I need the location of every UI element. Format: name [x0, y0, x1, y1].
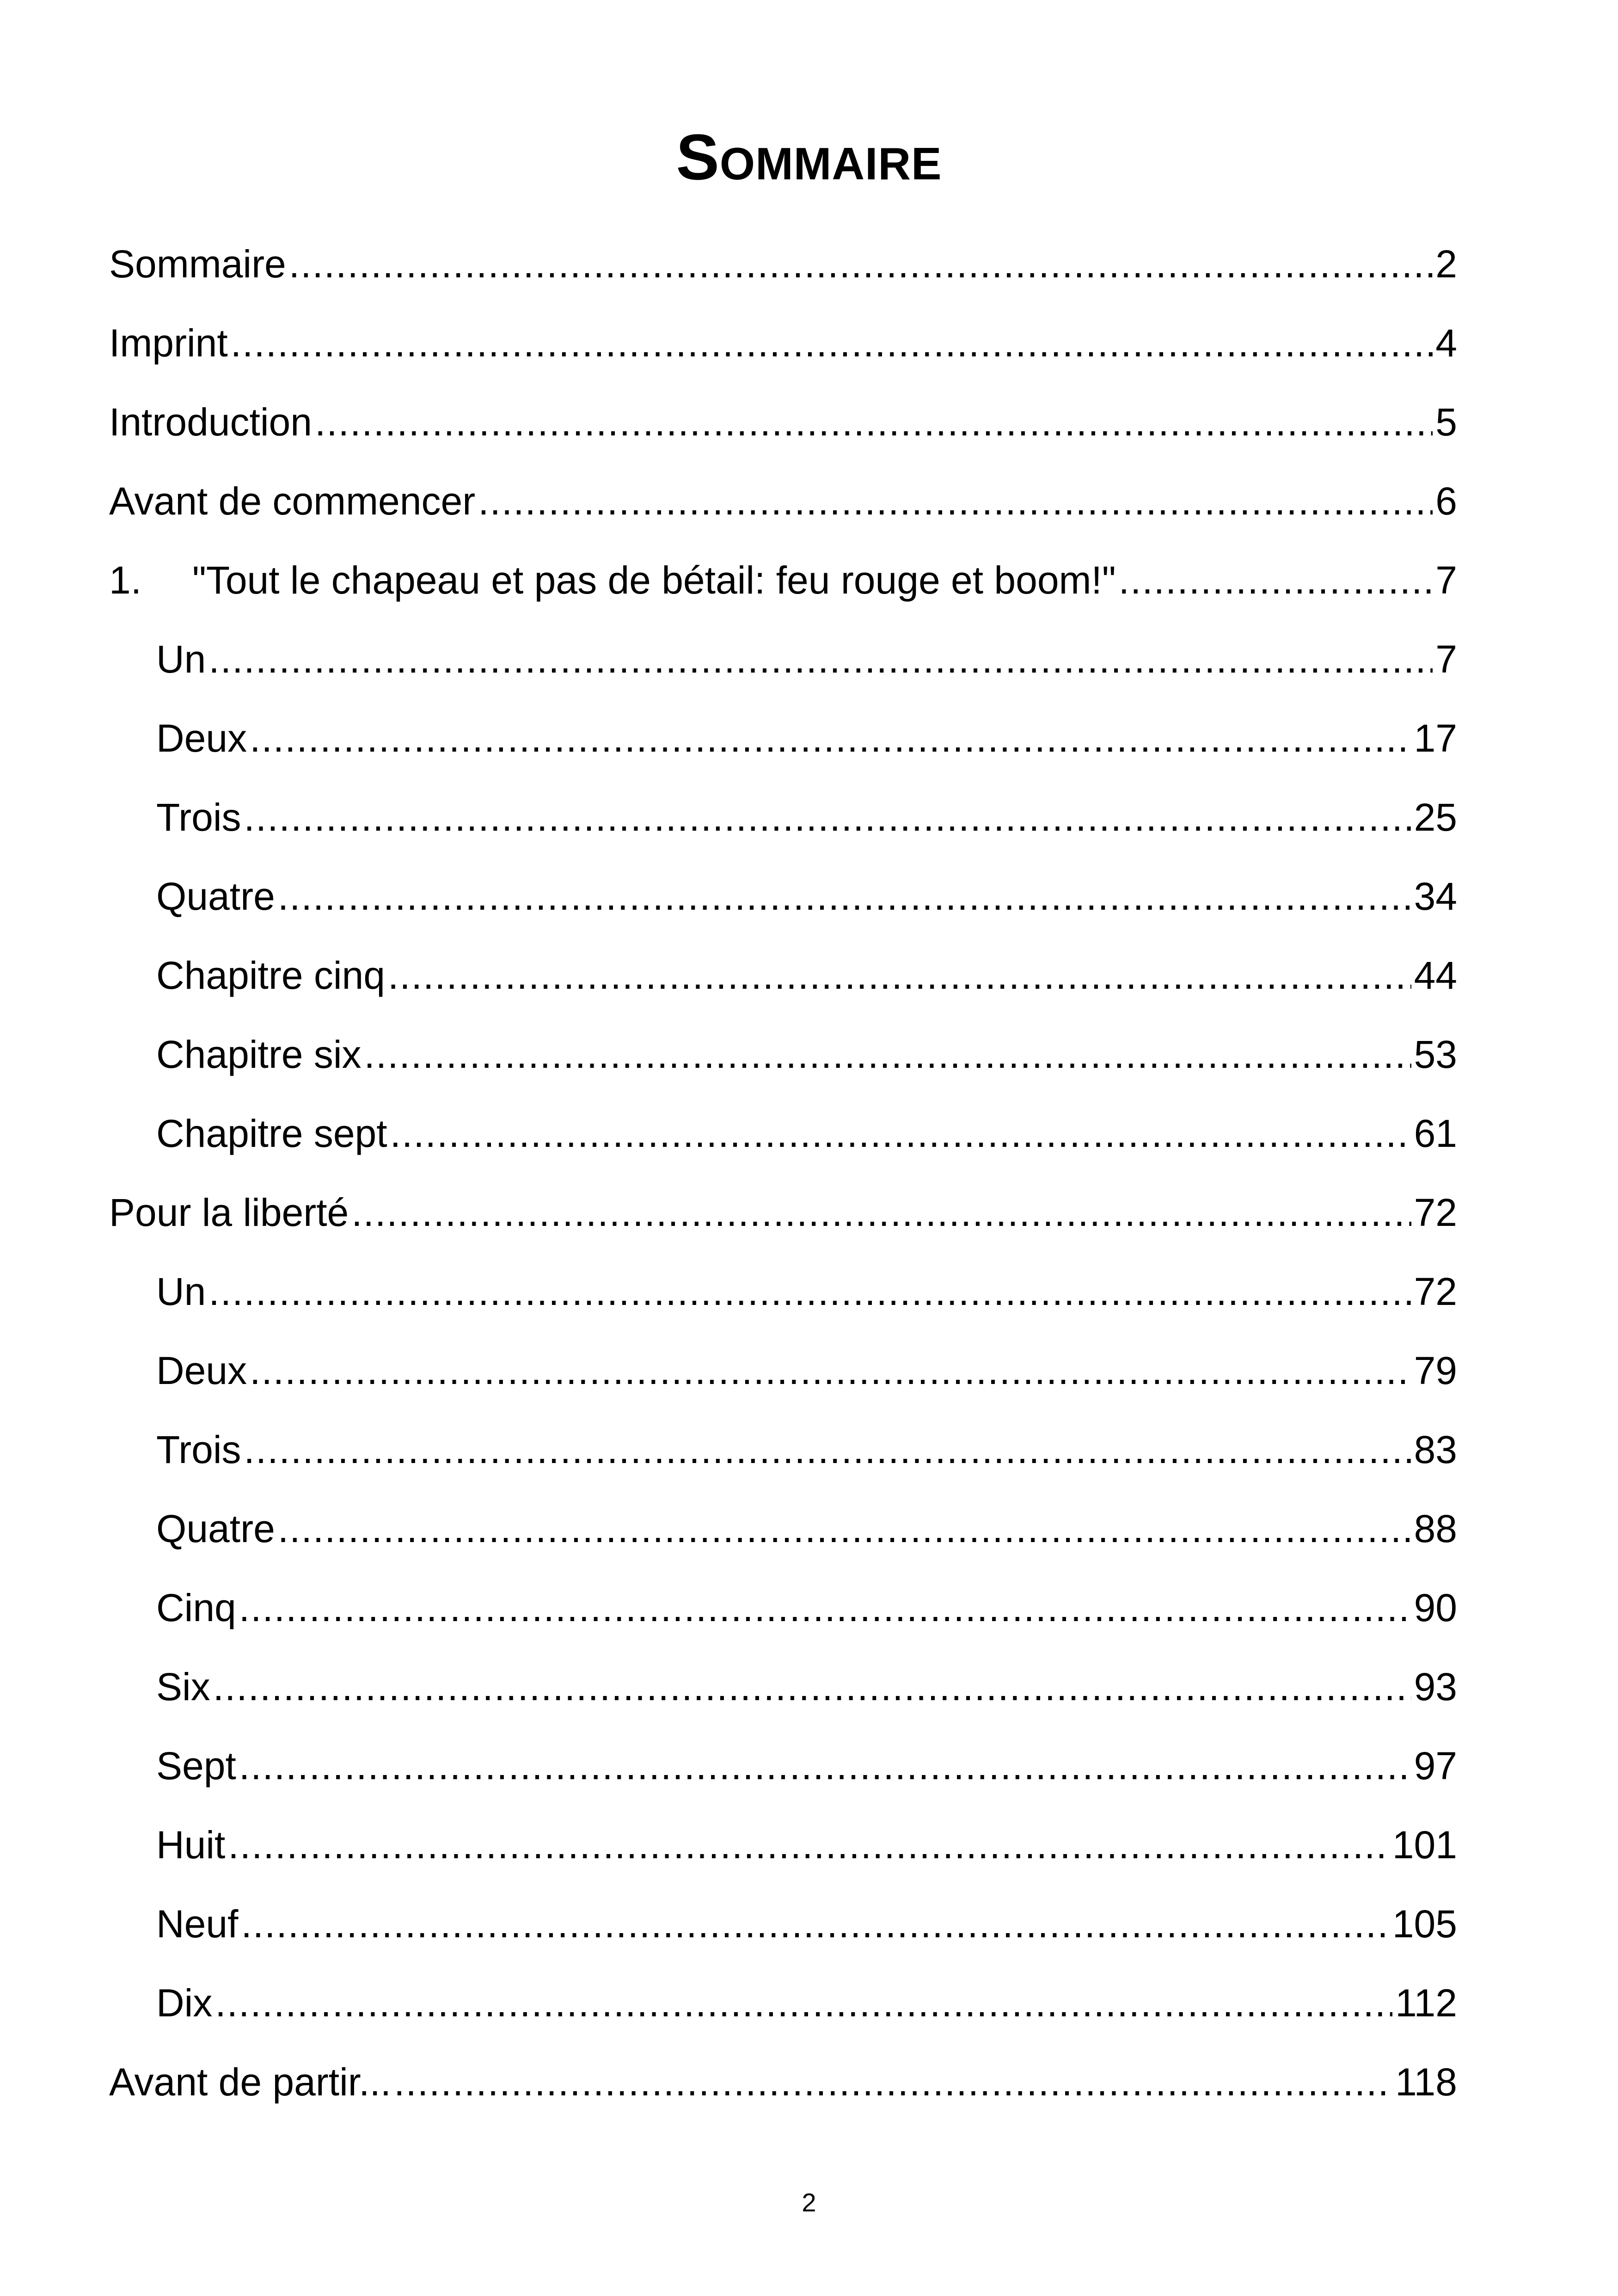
toc-entry-label: Trois: [156, 1428, 241, 1471]
toc-entry-page: 25: [1414, 796, 1457, 839]
toc-entry[interactable]: [109, 1868, 1457, 1947]
toc-dot-leader: [239, 1743, 1411, 1789]
page-number: 2: [802, 2188, 816, 2217]
toc-dot-leader: [250, 1347, 1411, 1394]
toc-entry-label: "Tout le chapeau et pas de bétail: feu rouge et boom!": [192, 558, 1116, 602]
toc-entry-label: Sommaire: [109, 242, 286, 286]
toc-entry-page: 93: [1414, 1665, 1457, 1708]
toc-entry-label: Cinq: [156, 1586, 236, 1629]
toc-entry-label: Pour la liberté: [109, 1191, 349, 1234]
toc-entry-label: Introduction: [109, 400, 312, 444]
toc-entry-page: 2: [1435, 242, 1457, 286]
table-of-contents: [109, 208, 1457, 2105]
toc-dot-leader: [478, 478, 1433, 524]
toc-entry-page: 6: [1435, 479, 1457, 523]
toc-entry-label: Chapitre six: [156, 1033, 362, 1076]
toc-dot-leader: [244, 1427, 1411, 1473]
toc-dot-leader: [213, 1664, 1411, 1710]
toc-entry-label: Quatre: [156, 1507, 275, 1550]
toc-entry[interactable]: [109, 1473, 1457, 1552]
toc-entry-number: 1.: [109, 558, 142, 602]
toc-entry-page: 101: [1392, 1823, 1457, 1867]
toc-entry[interactable]: [109, 1552, 1457, 1631]
toc-entry[interactable]: [109, 366, 1457, 445]
toc-entry-label: Un: [156, 637, 206, 681]
toc-dot-leader: [364, 1031, 1411, 1078]
toc-dot-leader: [250, 715, 1411, 761]
toc-dot-leader: [278, 873, 1411, 919]
toc-entry-page: 88: [1414, 1507, 1457, 1550]
toc-entry-page: 61: [1414, 1112, 1457, 1155]
toc-entry-page: 83: [1414, 1428, 1457, 1471]
toc-entry[interactable]: [109, 1947, 1457, 2026]
toc-entry-label: Sept: [156, 1744, 236, 1788]
toc-entry-page: 72: [1414, 1270, 1457, 1313]
toc-dot-leader: [278, 1506, 1411, 1552]
toc-entry-page: 79: [1414, 1349, 1457, 1392]
toc-entry[interactable]: [109, 287, 1457, 366]
toc-entry-page: 97: [1414, 1744, 1457, 1788]
toc-entry[interactable]: [109, 524, 1457, 603]
toc-entry[interactable]: [109, 1157, 1457, 1236]
toc-entry-label: Imprint: [109, 321, 228, 365]
page-title: Sommaire: [676, 121, 942, 193]
toc-entry[interactable]: [109, 919, 1457, 998]
toc-dot-leader: [388, 952, 1411, 998]
toc-entry-label: Avant de commencer: [109, 479, 476, 523]
toc-dot-leader: [244, 794, 1411, 840]
toc-entry-page: 4: [1435, 321, 1457, 365]
toc-entry-label: Dix: [156, 1981, 213, 2025]
toc-dot-leader: [208, 1268, 1411, 1315]
toc-entry-page: 5: [1435, 400, 1457, 444]
toc-entry-label: Avant de partir...: [109, 2060, 392, 2104]
toc-entry[interactable]: [109, 761, 1457, 840]
toc-entry-page: 118: [1395, 2060, 1457, 2104]
toc-entry-label: Six: [156, 1665, 210, 1708]
toc-entry-label: Un: [156, 1270, 206, 1313]
toc-entry[interactable]: [109, 1710, 1457, 1789]
toc-entry-label: Deux: [156, 716, 247, 760]
toc-entry[interactable]: [109, 840, 1457, 919]
toc-entry[interactable]: [109, 1394, 1457, 1473]
toc-dot-leader: [231, 320, 1433, 366]
toc-entry[interactable]: [109, 1789, 1457, 1868]
toc-entry-label: Chapitre sept: [156, 1112, 387, 1155]
toc-entry-page: 53: [1414, 1033, 1457, 1076]
toc-entry-page: 44: [1414, 954, 1457, 997]
toc-entry-page: 105: [1392, 1902, 1457, 1946]
toc-entry[interactable]: [109, 998, 1457, 1078]
toc-entry-label: Neuf: [156, 1902, 239, 1946]
toc-entry[interactable]: [109, 603, 1457, 682]
toc-dot-leader: [1119, 557, 1433, 603]
toc-entry-label: Trois: [156, 796, 241, 839]
toc-entry-page: 112: [1395, 1981, 1457, 2025]
toc-entry-label: Chapitre cinq: [156, 954, 385, 997]
toc-entry-label: Quatre: [156, 875, 275, 918]
toc-entry[interactable]: [109, 682, 1457, 761]
toc-dot-leader: [289, 241, 1433, 287]
toc-dot-leader: [394, 2059, 1392, 2105]
toc-dot-leader: [239, 1585, 1411, 1631]
toc-entry-label: Huit: [156, 1823, 226, 1867]
toc-entry[interactable]: [109, 1315, 1457, 1394]
toc-entry[interactable]: [109, 1078, 1457, 1157]
toc-entry-page: 72: [1414, 1191, 1457, 1234]
toc-entry-page: 34: [1414, 875, 1457, 918]
toc-dot-leader: [390, 1110, 1411, 1157]
toc-entry[interactable]: [109, 445, 1457, 524]
toc-dot-leader: [351, 1189, 1411, 1236]
toc-entry[interactable]: [109, 208, 1457, 287]
toc-entry-page: 17: [1414, 716, 1457, 760]
toc-dot-leader: [315, 399, 1433, 445]
toc-dot-leader: [208, 636, 1433, 682]
toc-entry-page: 90: [1414, 1586, 1457, 1629]
toc-entry-page: 7: [1435, 637, 1457, 681]
toc-entry[interactable]: [109, 1236, 1457, 1315]
toc-entry[interactable]: [109, 1631, 1457, 1710]
toc-entry-page: 7: [1435, 558, 1457, 602]
toc-dot-leader: [228, 1822, 1389, 1868]
toc-dot-leader: [241, 1901, 1389, 1947]
toc-entry[interactable]: [109, 2026, 1457, 2105]
toc-entry-label: Deux: [156, 1349, 247, 1392]
toc-dot-leader: [215, 1980, 1392, 2026]
